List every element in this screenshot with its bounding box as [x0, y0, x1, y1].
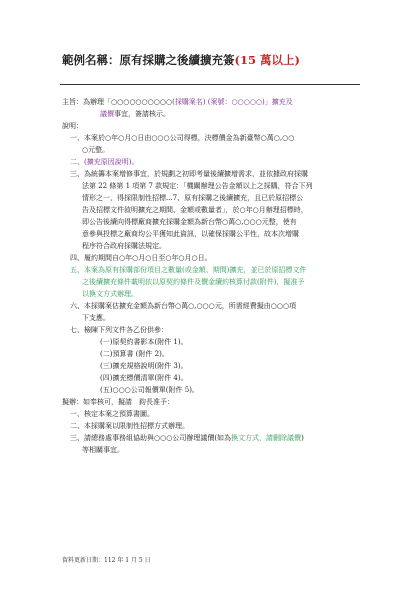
subject-line [62, 96, 362, 108]
subject-end: 事宜，簽請核示。 [114, 110, 170, 118]
subject-text: 主旨：為辦理「○○○○○○○○○○ [62, 98, 173, 106]
proposal-3 [62, 432, 362, 444]
title-main: 範例名稱：原有採購之後續擴充簽 [62, 53, 235, 67]
item-3-cont-3: 告及招標文件敘明擴充之期間、金額或數量者」，於○年○月辦理招標時， [82, 206, 308, 214]
attachment-4: (四)擴充標價清單(附件 4)。 [100, 374, 188, 382]
subject-case-name: (採購案名) (案號：○○○○○)」擴充及 [172, 98, 293, 106]
attachment-2: (二)預算書 (附件 2)。 [100, 350, 169, 358]
item-6: 六、本採購案估擴充金額為新台幣○萬○,○○○元，所需經費擬由○○○項 [70, 302, 297, 310]
proposal-2: 二、本採購案以限制性招標方式辦理。 [70, 422, 189, 430]
document-body [62, 96, 362, 456]
proposal-3-paren: ) [301, 434, 304, 442]
item-4: 四、履約期間自○年○月○日至○年○月○日。 [70, 254, 212, 262]
update-date: 資料更新日期：112 年 1 月 5 日 [62, 557, 151, 564]
item-3-cont-6: 程序符合政府採購法規定。 [82, 242, 166, 250]
item-3: 三、為統籌本案增修事宜，於規劃之初即考量後續擴增需求，並依據政府採購 [70, 170, 308, 178]
subject-negotiation: 議價 [100, 110, 114, 118]
item-7: 七、檢陳下列文件各乙份供參： [70, 326, 168, 334]
title-divider [60, 84, 360, 85]
item-1: 一、本案於○年○月○日由○○○公司得標，決標價金為新臺幣○萬○,○○ [70, 134, 295, 142]
attachment-1: (一)原契約書影本(附件 1)。 [100, 338, 188, 346]
proposal-label: 擬辦：如奉核可，擬請 鈞長准予： [62, 398, 174, 406]
title-highlight: (15 萬以上) [234, 53, 300, 67]
attachment-5: (五)○○○公司報價單(附件 5)。 [100, 386, 199, 394]
item-1-cont: ○元整。 [82, 146, 110, 154]
description-label: 說明： [62, 122, 83, 130]
item-5: 五、本案為原有採購部份項目之數量(或金額、期間)擴充，並已於原招標文件 [70, 266, 307, 274]
item-3-cont-2: 情形之一，得採限制性招標...7、原有採購之後續擴充，且已於原招標公 [82, 194, 304, 202]
attachment-3: (三)擴充規格說明(附件 3)。 [100, 362, 188, 370]
item-3-cont-4: 即公告後續向得標廠商擴充採購金額為新台幣○萬○,○○○元整，使有 [82, 218, 297, 226]
proposal-3-cont: 等相關事宜。 [82, 446, 124, 454]
item-5-cont-2: 以換文方式辦理。 [82, 290, 138, 298]
subject-line-2 [62, 108, 362, 120]
document-title [62, 52, 300, 68]
item-3-cont-1: 法第 22 條第 1 項第 7 款規定：「機關辦理公告金額以上之採購，符合下列 [82, 182, 313, 190]
item-2: 二、(擴充原因說明)。 [70, 158, 139, 166]
item-5-cont-1: 之後續擴充條件載明依以原契約條件及價金續約核算付款(附件)，擬准予 [82, 278, 305, 286]
proposal-3-note: 換文方式，請刪除議價 [231, 434, 302, 442]
proposal-1: 一、核定本案之預算書圖。 [70, 410, 154, 418]
item-3-cont-5: 意參與投標之廠商均公平獲知此資訊，以確保採購公平性，故本次增購 [82, 230, 299, 238]
item-6-cont: 下支應。 [82, 314, 110, 322]
proposal-3-text: 三、請總務處事務組協助與○○○公司辦理議價(如為 [70, 434, 232, 442]
